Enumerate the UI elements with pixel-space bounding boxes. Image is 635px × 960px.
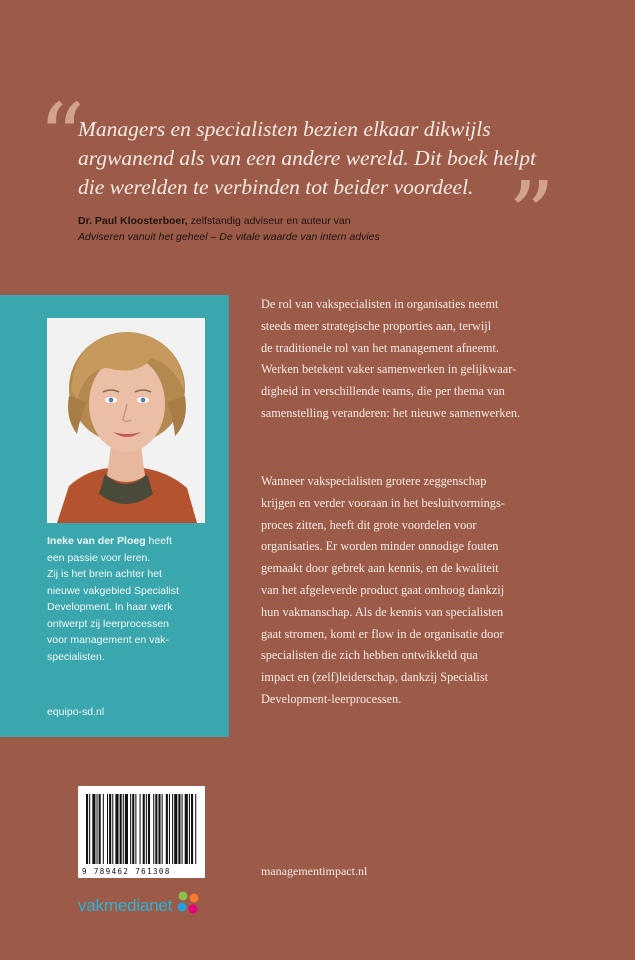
bio-line: ontwerpt zij leerprocessen [47,617,169,630]
body-line: specialisten die zich hebben ontwikkeld qua [261,648,478,663]
body-line: digheid in verschillende teams, die per thema van [261,384,505,399]
body-paragraph-2 [261,471,601,711]
body-line: steeds meer strategische proporties aan, terwijl [261,318,492,333]
attribution-book-title: Adviseren vanuit het geheel – De vitale waarde van intern advies [78,231,380,243]
bio-line: Development. In haar werk [47,601,173,613]
author-panel [0,295,229,737]
bio-line: specialisten. [47,650,105,663]
body-line: organisaties. Er worden minder onnodige fouten [261,539,499,554]
quote-line: Managers en specialisten bezien elkaar dikwijls [78,117,491,141]
body-line: krijgen en verder vooraan in het besluitvormings- [261,495,505,510]
body-line: de traditionele rol van het management afneemt. [261,340,499,355]
quote-line: argwanend als van een andere wereld. Dit boek helpt [78,146,536,170]
body-line: hun vakmanschap. Als de kennis van specialisten [261,604,504,619]
publisher-name: vakmedianet [78,896,173,915]
bio-line: een passie voor leren. [47,551,151,564]
body-line: van het afgeleverde product gaat omhoog dankzij [261,582,505,597]
bio-line: voor management en vak- [47,634,169,646]
author-website: equipo-sd.nl [47,706,105,718]
author-portrait-illustration [47,318,205,523]
bio-line: Zij is het brein achter het [47,568,162,580]
body-line: proces zitten, heeft dit grote voordelen voor [261,517,477,532]
body-line: gemaakt door gebrek aan kennis, en de kwaliteit [261,561,499,576]
attribution-role: zelfstandig adviseur en auteur van [190,215,351,227]
body-line: Werken betekent vaker samenwerken in gelijkwaar- [261,362,517,377]
quote-line: die werelden te verbinden tot beider voordeel. [78,175,474,199]
closing-quote-mark: ” [508,162,556,269]
publisher-logo [78,896,204,916]
body-line: De rol van vakspecialisten in organisaties neemt [261,297,499,311]
publisher-dots-icon [174,890,204,916]
body-line: Wanneer vakspecialisten grotere zeggenschap [261,474,487,488]
opening-quote-mark: “ [38,84,86,191]
quote-attribution [78,213,598,245]
bio-line: heeft [148,535,172,547]
publisher-website: managementimpact.nl [261,864,368,878]
author-bio [47,533,212,665]
body-line: samenstelling veranderen: het nieuwe samenwerken. [261,405,521,420]
isbn-number: 9 789462 761308 [82,867,171,876]
author-photo [47,318,205,523]
bio-line: nieuwe vakgebied Specialist [47,584,179,597]
body-line: Development-leerprocessen. [261,691,402,706]
body-paragraph-1 [261,294,601,425]
isbn-barcode [78,786,205,878]
body-line: impact en (zelf)leiderschap, dankzij Specialist [261,670,489,685]
body-line: gaat stromen, komt er flow in de organisatie door [261,626,504,641]
attribution-name: Dr. Paul Kloosterboer, [78,215,188,227]
author-name: Ineke van der Ploeg [47,535,146,547]
barcode-bars [78,786,205,878]
